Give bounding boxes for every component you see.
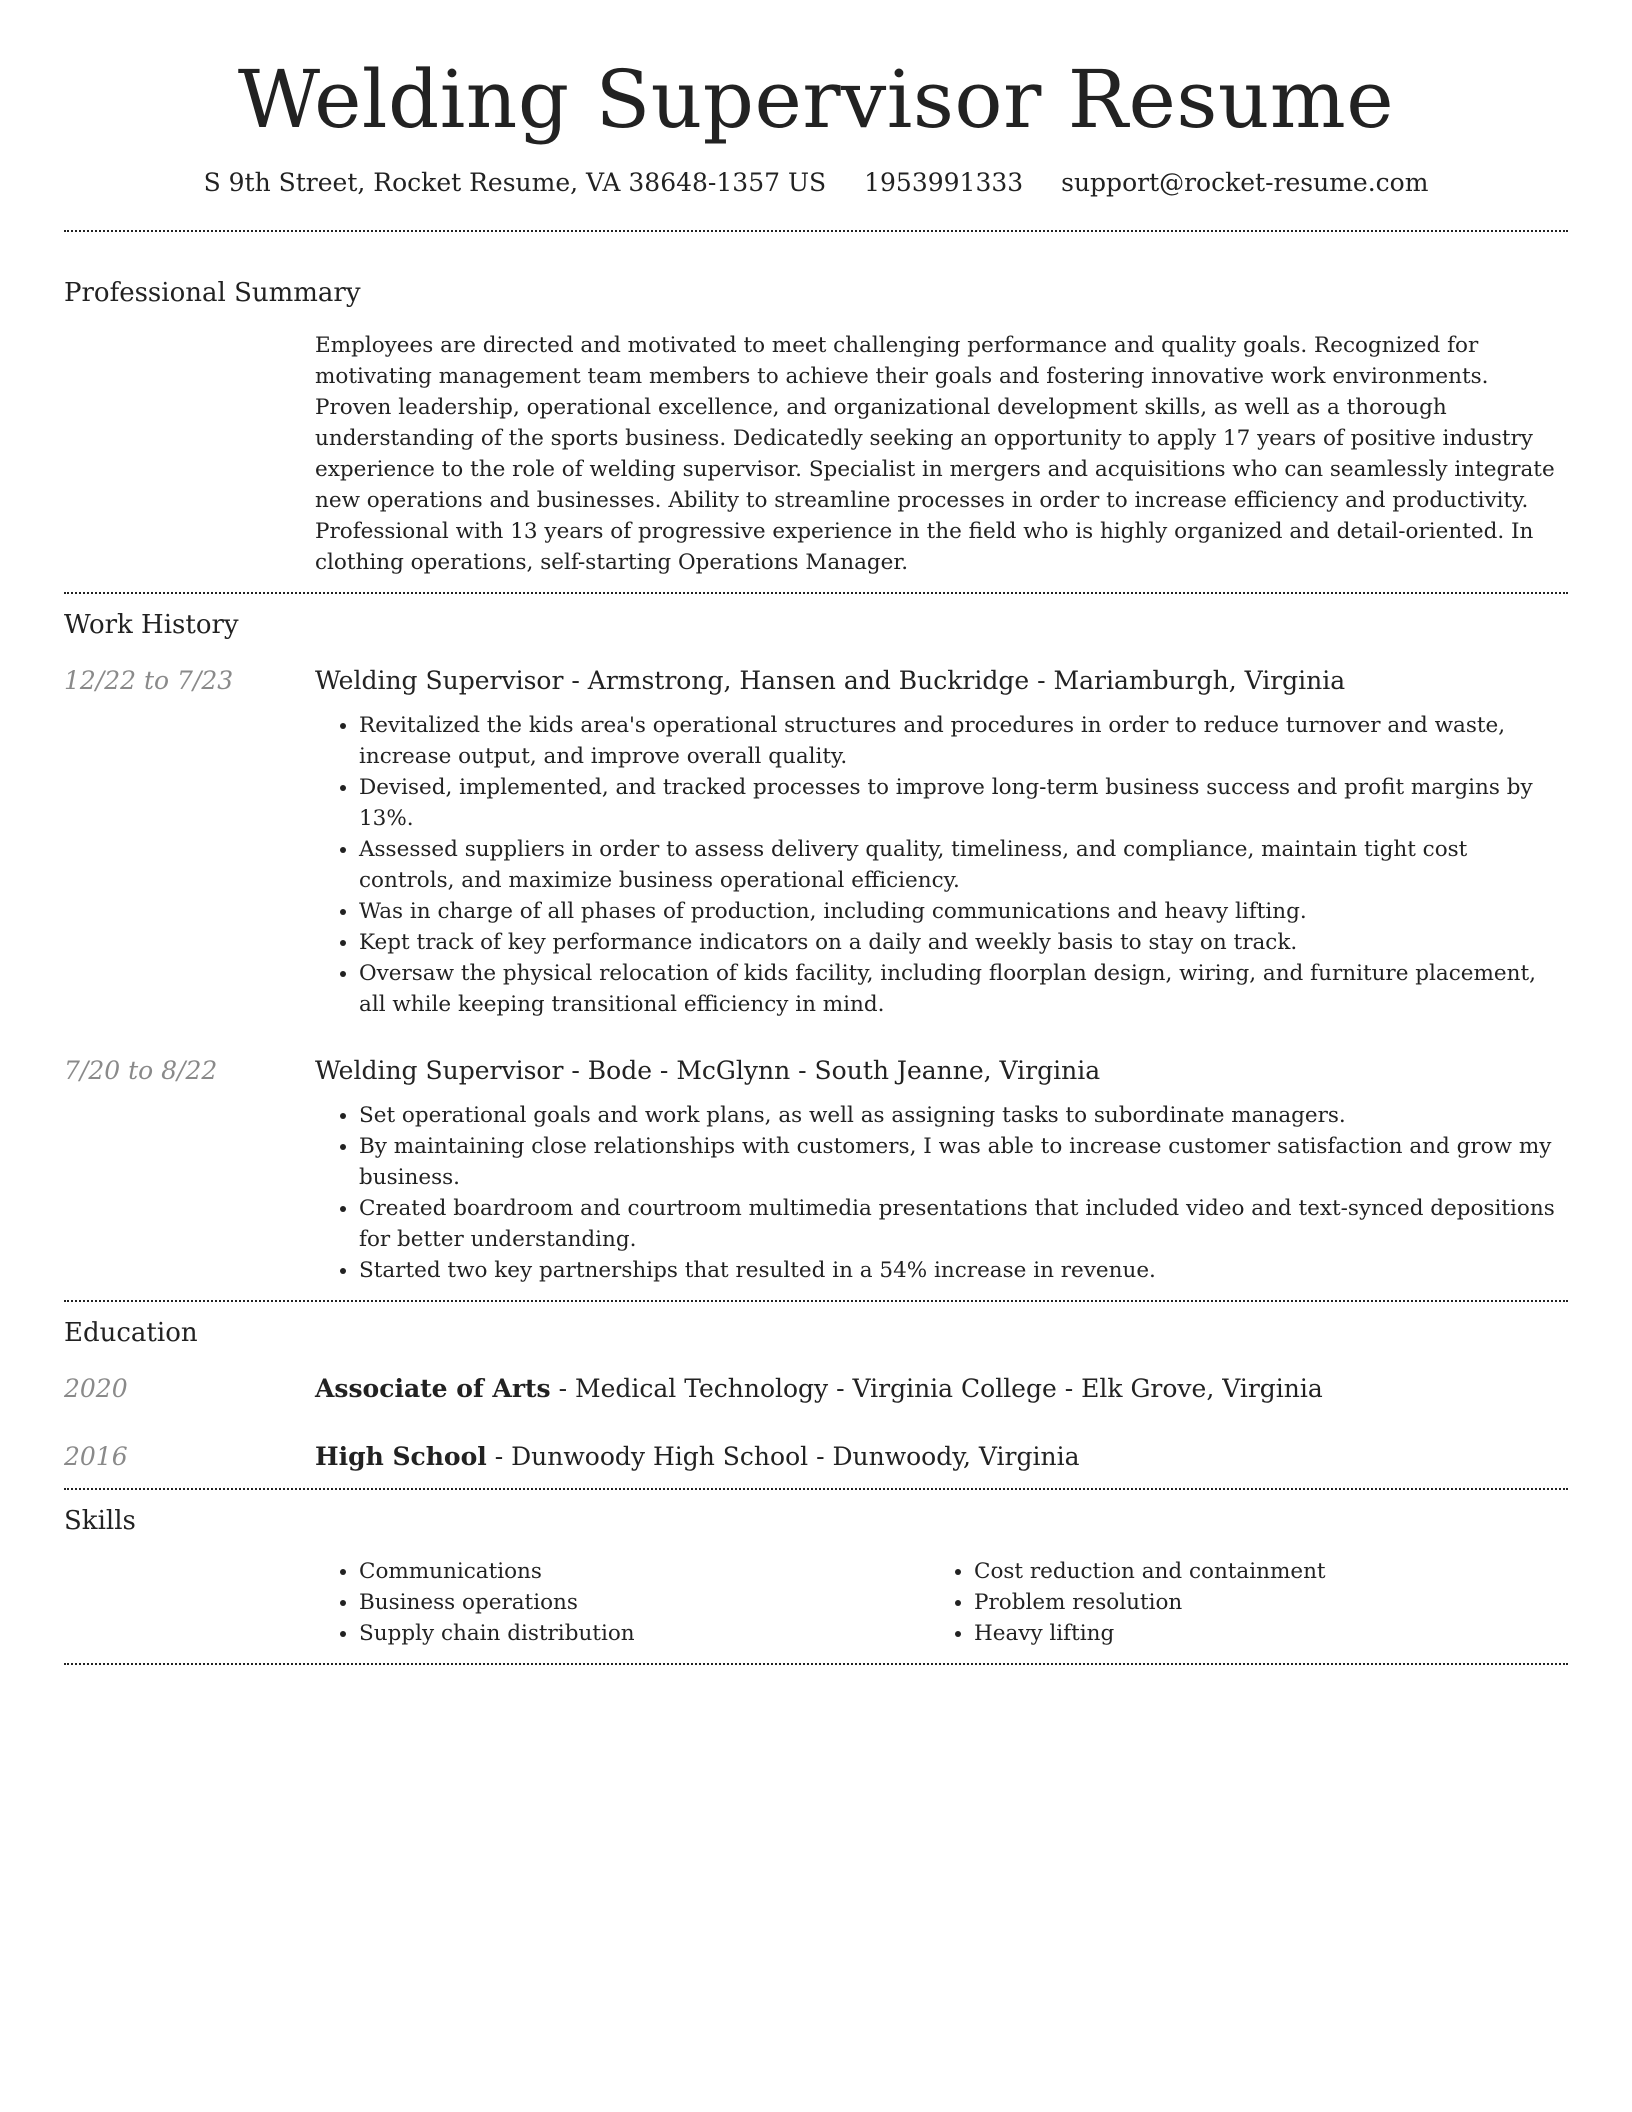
section-title-skills: Skills (64, 1506, 136, 1536)
skills-list (315, 1556, 1568, 1649)
list-item: • Started two key partnerships that resulted in a 54% increase in revenue. (359, 1255, 1568, 1286)
job-dates: 7/20 to 8/22 (64, 1056, 218, 1085)
list-item: • Was in charge of all phases of production, including communications and heavy lifting. (359, 896, 1568, 927)
education-details (315, 1440, 1568, 1474)
job-heading: Welding Supervisor - Armstrong, Hansen and Buckridge - Mariamburgh, Virginia (315, 666, 1346, 695)
education-details (315, 1372, 1568, 1406)
resume-title: Welding Supervisor Resume (237, 53, 1395, 146)
education-school: - Dunwoody High School - Dunwoody, Virginia (486, 1442, 1080, 1471)
education-entry (64, 1372, 1568, 1406)
divider (64, 1663, 1568, 1665)
contact-line (64, 166, 1568, 200)
list-item: • Oversaw the physical relocation of kids facility, including floorplan design, wiring, and furniture placement, all while keeping transitional efficiency in mind. (359, 958, 1568, 1020)
list-item: • Kept track of key performance indicators on a daily and weekly basis to stay on track. (359, 927, 1568, 958)
education-entry (64, 1440, 1568, 1474)
job-entry (64, 1054, 1568, 1286)
skill-item: • Heavy lifting (974, 1618, 1545, 1649)
section-title-summary: Professional Summary (64, 278, 361, 308)
list-item: • Created boardroom and courtroom multimedia presentations that included video and text-synced depositions for better understanding. (359, 1193, 1568, 1255)
section-title-work-history: Work History (64, 610, 239, 640)
contact-email: support@rocket-resume.com (1061, 168, 1429, 197)
summary-text: Employees are directed and motivated to meet challenging performance and quality goals. Recognized for motivating management team members to achieve their goals and fostering innovative work environments. Proven leadership, operational excellence, and organizational development skills, as well as a thorough understanding of the sports business. Dedicatedly seeking an opportunity to apply 17 years of positive industry experience to the role of welding supervisor. Specialist in mergers and acquisitions who can seamlessly integrate new operations and businesses. Ability to streamline processes in order to increase efficiency and productivity. Professional with 13 years of progressive experience in the field who is highly organized and detail-oriented. In clothing operations, self-starting Operations Manager. (315, 333, 1555, 575)
list-item: • Revitalized the kids area's operational structures and procedures in order to reduce turnover and waste, increase output, and improve overall quality. (359, 710, 1568, 772)
education-degree: Associate of Arts (315, 1374, 551, 1403)
job-bullets (315, 710, 1568, 1020)
education-degree: High School (315, 1442, 487, 1471)
skills-column-right (930, 1556, 1545, 1649)
job-details (315, 664, 1568, 1020)
education-year: 2020 (64, 1374, 128, 1403)
contact-address: S 9th Street, Rocket Resume, VA 38648-1357 US (203, 168, 827, 197)
job-entry (64, 664, 1568, 1020)
list-item: • By maintaining close relationships with customers, I was able to increase customer satisfaction and grow my business. (359, 1131, 1568, 1193)
list-item: • Set operational goals and work plans, as well as assigning tasks to subordinate managers. (359, 1100, 1568, 1131)
education-school: - Medical Technology - Virginia College - Elk Grove, Virginia (550, 1374, 1323, 1403)
skills-column-left (315, 1556, 930, 1649)
skill-item: • Supply chain distribution (359, 1618, 930, 1649)
divider (64, 1300, 1568, 1302)
skill-item: • Business operations (359, 1587, 930, 1618)
list-item: • Devised, implemented, and tracked processes to improve long-term business success and profit margins by 13%. (359, 772, 1568, 834)
divider (64, 1488, 1568, 1490)
divider (64, 592, 1568, 594)
contact-phone: 1953991333 (864, 168, 1024, 197)
list-item: • Assessed suppliers in order to assess delivery quality, timeliness, and compliance, maintain tight cost controls, and maximize business operational efficiency. (359, 834, 1568, 896)
skill-item: • Communications (359, 1556, 930, 1587)
skill-item: • Problem resolution (974, 1587, 1545, 1618)
section-title-education: Education (64, 1318, 198, 1348)
education-year: 2016 (64, 1442, 128, 1471)
skill-item: • Cost reduction and containment (974, 1556, 1545, 1587)
job-dates: 12/22 to 7/23 (64, 666, 234, 695)
divider (64, 230, 1568, 232)
job-details (315, 1054, 1568, 1286)
job-bullets (315, 1100, 1568, 1286)
job-heading: Welding Supervisor - Bode - McGlynn - South Jeanne, Virginia (315, 1056, 1101, 1085)
